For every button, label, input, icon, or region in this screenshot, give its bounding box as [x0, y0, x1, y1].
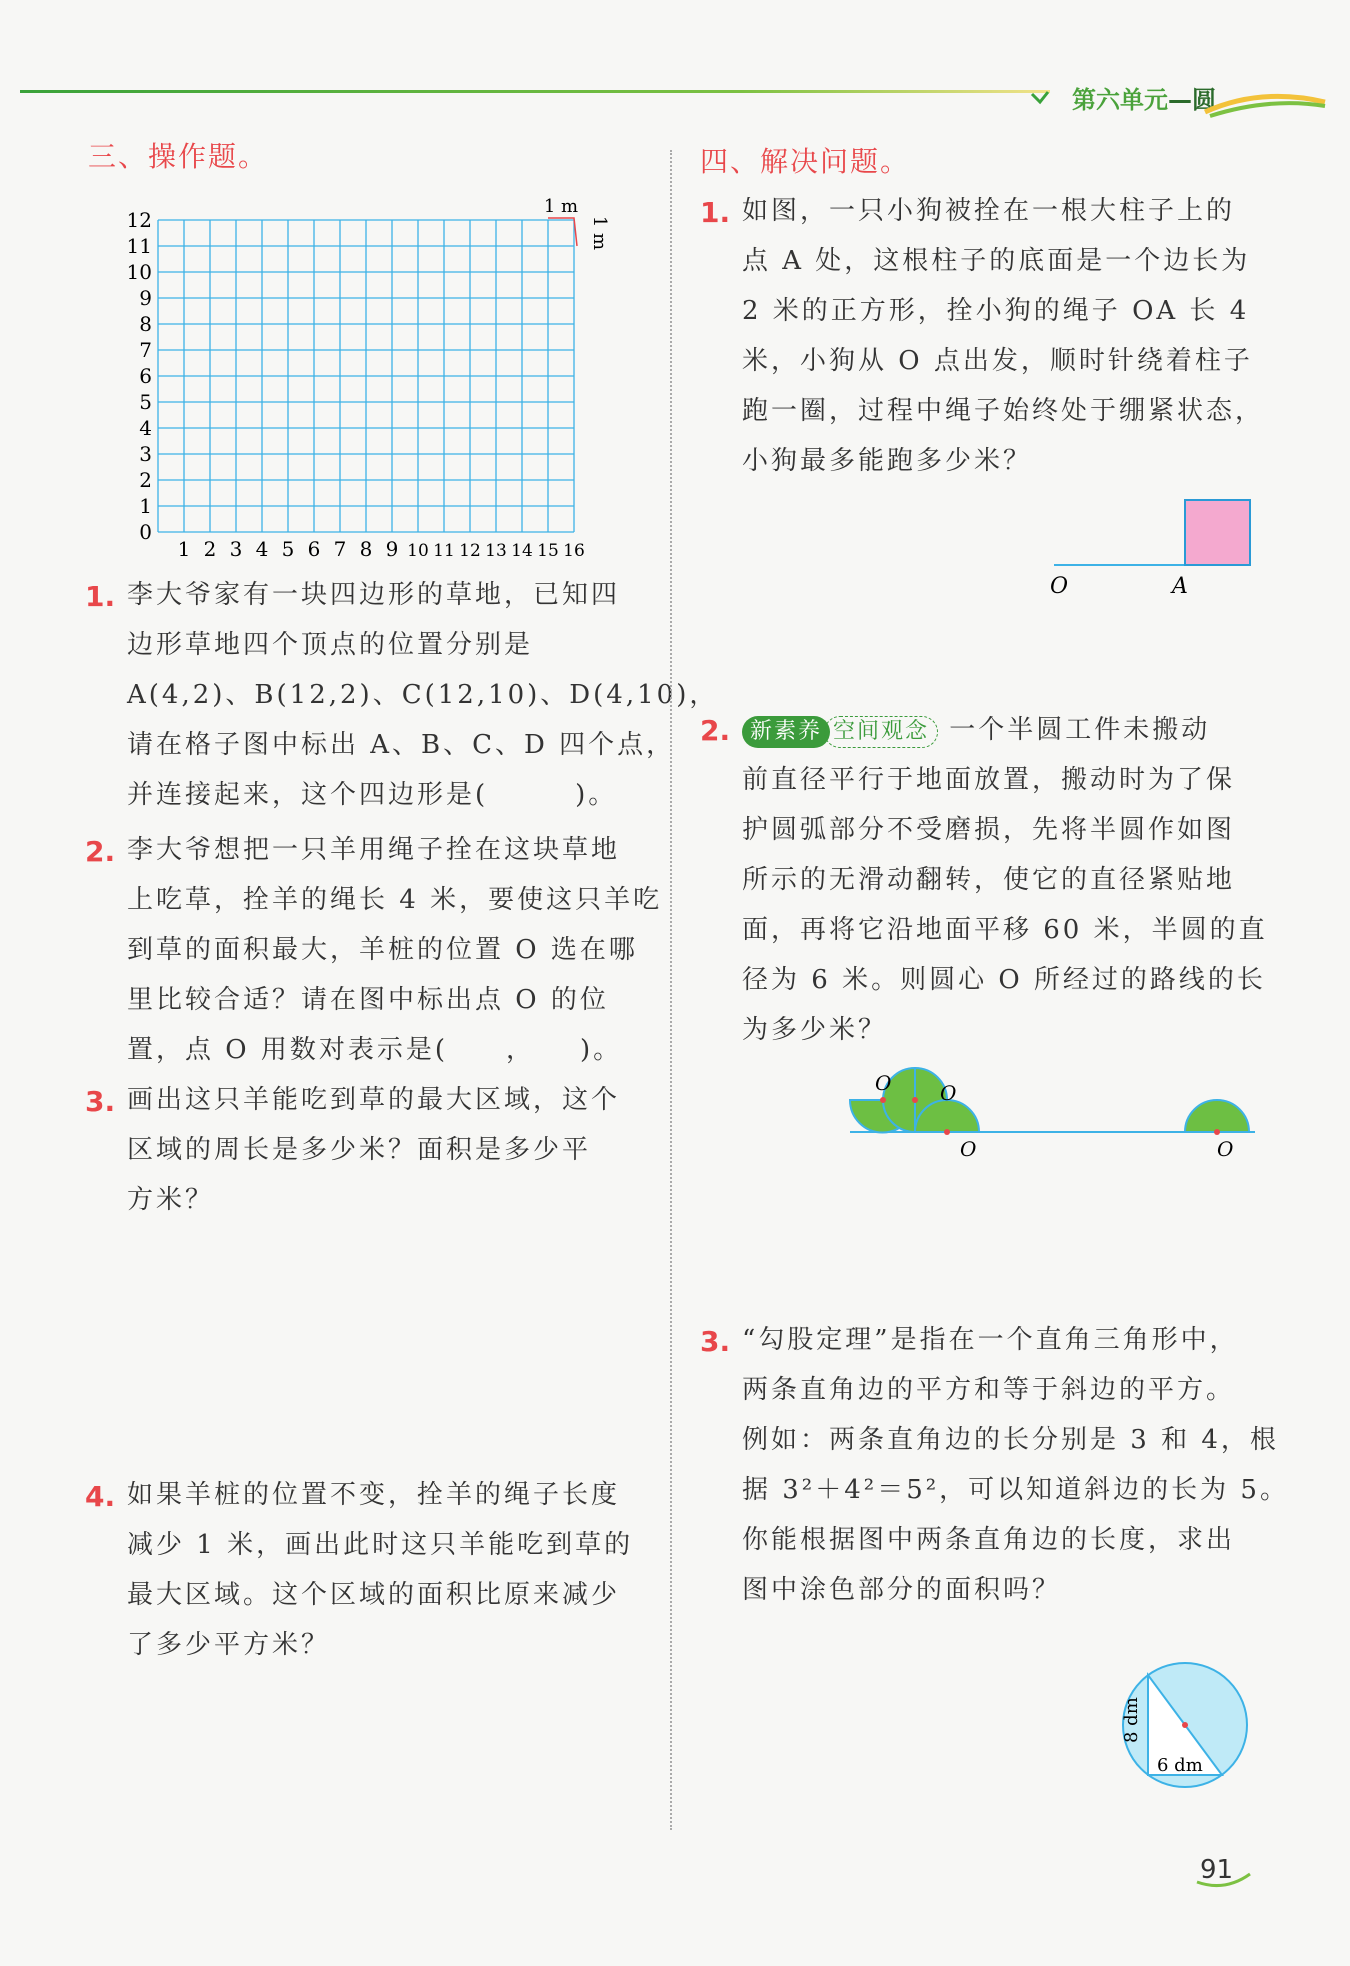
right-q2-line-3: 面，再将它沿地面平移 60 米，半圆的直 [742, 915, 1268, 945]
right-q2-line-0: 前直径平行于地面放置，搬动时为了保 [742, 765, 1236, 795]
left-q4-line-1: 减少 1 米，画出此时这只羊能吃到草的 [127, 1530, 634, 1560]
x-tick-label: 4 [255, 537, 269, 561]
header-line [20, 90, 1050, 93]
left-q2-line-2: 到草的面积最大，羊桩的位置 O 选在哪 [127, 935, 638, 965]
label-o-2: O [940, 1081, 957, 1105]
label-o-4: O [1217, 1137, 1234, 1161]
x-tick-label: 15 [537, 541, 559, 561]
y-tick-label: 1 [139, 494, 152, 518]
right-q1-line-5: 小狗最多能跑多少米？ [742, 446, 1033, 476]
right-q2-number: 2. [700, 714, 731, 747]
x-tick-label: 7 [333, 537, 347, 561]
right-q1-line-1: 点 A 处，这根柱子的底面是一个边长为 [742, 246, 1251, 276]
x-tick-label: 16 [563, 541, 585, 561]
left-q1-line-1: 边形草地四个顶点的位置分别是 [127, 630, 534, 660]
y-tick-label: 5 [139, 390, 152, 414]
section-title-left: 三、操作题。 [88, 140, 269, 173]
swoosh-icon [1200, 82, 1330, 122]
left-q2-line-1: 上吃草，拴羊的绳长 4 米，要使这只羊吃 [127, 885, 663, 915]
x-tick-label: 12 [459, 541, 481, 561]
q2-line-0: 一个半圆工件未搬动 [949, 715, 1211, 745]
right-q1-line-4: 跑一圈，过程中绳子始终处于绷紧状态， [742, 396, 1265, 426]
unit-label-horizontal: 1 m [543, 196, 579, 217]
right-q1-line-2: 2 米的正方形，拴小狗的绳子 OA 长 4 [742, 296, 1250, 326]
left-q4-line-3: 了多少平方米？ [127, 1630, 331, 1660]
left-q3-line-0: 画出这只羊能吃到草的最大区域，这个 [127, 1085, 621, 1115]
left-q1-line-4: 并连接起来，这个四边形是( )。 [127, 780, 618, 810]
unit-prefix: 第六单元 [1072, 86, 1168, 114]
left-q4-number: 4. [85, 1480, 116, 1513]
x-tick-label: 13 [485, 541, 507, 561]
coordinate-grid [110, 190, 610, 570]
right-q3-line-2: 例如：两条直角边的长分别是 3 和 4，根 [742, 1425, 1279, 1455]
label-8dm: 8 dm [1121, 1697, 1142, 1743]
right-q2-line-4: 径为 6 米。则圆心 O 所经过的路线的长 [742, 965, 1266, 995]
page-swoosh-icon [1195, 1870, 1255, 1890]
y-tick-label: 0 [139, 520, 152, 544]
y-tick-label: 4 [139, 416, 152, 440]
y-tick-label: 9 [139, 286, 152, 310]
unit-title: 第六单元—圆 [1072, 86, 1216, 114]
x-tick-label: 2 [203, 537, 217, 561]
y-tick-label: 6 [139, 364, 152, 388]
semicircle-figure [845, 1060, 1265, 1170]
right-q3-line-4: 你能根据图中两条直角边的长度，求出 [742, 1525, 1236, 1555]
x-tick-label: 10 [407, 541, 429, 561]
circle-triangle-figure [1115, 1655, 1255, 1795]
label-o: O [1050, 574, 1069, 599]
x-tick-label: 3 [229, 537, 243, 561]
x-tick-label: 6 [307, 537, 321, 561]
right-q3-number: 3. [700, 1325, 731, 1358]
left-q2-line-3: 里比较合适？请在图中标出点 O 的位 [127, 985, 609, 1015]
right-q3-line-5: 图中涂色部分的面积吗？ [742, 1575, 1062, 1605]
right-q2-line-1: 护圆弧部分不受磨损，先将半圆作如图 [742, 815, 1236, 845]
right-q2-first-line [742, 705, 1210, 755]
label-a: A [1172, 574, 1188, 599]
left-q1-number: 1. [85, 580, 116, 613]
left-q1-line-3: 请在格子图中标出 A、B、C、D 四个点， [127, 730, 676, 760]
y-tick-label: 7 [139, 338, 152, 362]
left-q1-line-2: A(4,2)、B(12,2)、C(12,10)、D(4,10)， [127, 680, 719, 710]
tag-new-literacy: 新素养 [742, 716, 830, 748]
y-tick-label: 3 [139, 442, 152, 466]
dog-pillar-figure [1040, 490, 1260, 600]
right-q3-line-1: 两条直角边的平方和等于斜边的平方。 [742, 1375, 1236, 1405]
label-6dm: 6 dm [1157, 1755, 1203, 1776]
x-tick-label: 8 [359, 537, 373, 561]
x-tick-label: 1 [177, 537, 191, 561]
right-q2-line-2: 所示的无滑动翻转，使它的直径紧贴地 [742, 865, 1236, 895]
right-q3-line-0: “勾股定理”是指在一个直角三角形中， [742, 1325, 1239, 1355]
unit-bracket [548, 218, 577, 246]
leaf-icon [1030, 88, 1070, 108]
left-q4-line-2: 最大区域。这个区域的面积比原来减少 [127, 1580, 621, 1610]
label-o-1: O [875, 1071, 892, 1095]
column-divider [670, 150, 672, 1830]
semicircle-5 [1185, 1100, 1249, 1132]
label-o-3: O [960, 1137, 977, 1161]
left-q3-line-2: 方米？ [127, 1185, 215, 1215]
right-q2-line-5: 为多少米？ [742, 1015, 888, 1045]
unit-label-vertical: 1 m [589, 215, 610, 251]
left-q4-line-0: 如果羊桩的位置不变，拴羊的绳子长度 [127, 1480, 621, 1510]
x-tick-label: 14 [511, 541, 533, 561]
left-q2-line-0: 李大爷想把一只羊用绳子拴在这块草地 [127, 835, 621, 865]
left-q3-number: 3. [85, 1085, 116, 1118]
y-tick-label: 10 [126, 260, 152, 284]
x-tick-label: 5 [281, 537, 295, 561]
unit-name: 圆 [1192, 86, 1216, 114]
page-number: 91 [1200, 1855, 1234, 1885]
left-q2-number: 2. [85, 835, 116, 868]
x-tick-label: 9 [385, 537, 399, 561]
y-tick-label: 2 [139, 468, 152, 492]
right-q1-line-3: 米，小狗从 O 点出发，顺时针绕着柱子 [742, 346, 1253, 376]
right-q1-line-0: 如图，一只小狗被拴在一根大柱子上的 [742, 196, 1236, 226]
y-tick-label: 8 [139, 312, 152, 336]
y-tick-label: 11 [126, 234, 152, 258]
pillar-square [1185, 500, 1250, 565]
x-tick-label: 11 [433, 541, 455, 561]
right-q3-line-3: 据 3²＋4²＝5²，可以知道斜边的长为 5。 [742, 1475, 1289, 1505]
left-q3-line-1: 区域的周长是多少米？面积是多少平 [127, 1135, 592, 1165]
y-tick-label: 12 [126, 208, 152, 232]
left-q2-line-4: 置，点 O 用数对表示是( ， )。 [127, 1035, 623, 1065]
left-q1-line-0: 李大爷家有一块四边形的草地，已知四 [127, 580, 621, 610]
section-title-right: 四、解决问题。 [700, 145, 911, 178]
tag-spatial: 空间观念 [824, 716, 938, 748]
right-q1-number: 1. [700, 196, 731, 229]
